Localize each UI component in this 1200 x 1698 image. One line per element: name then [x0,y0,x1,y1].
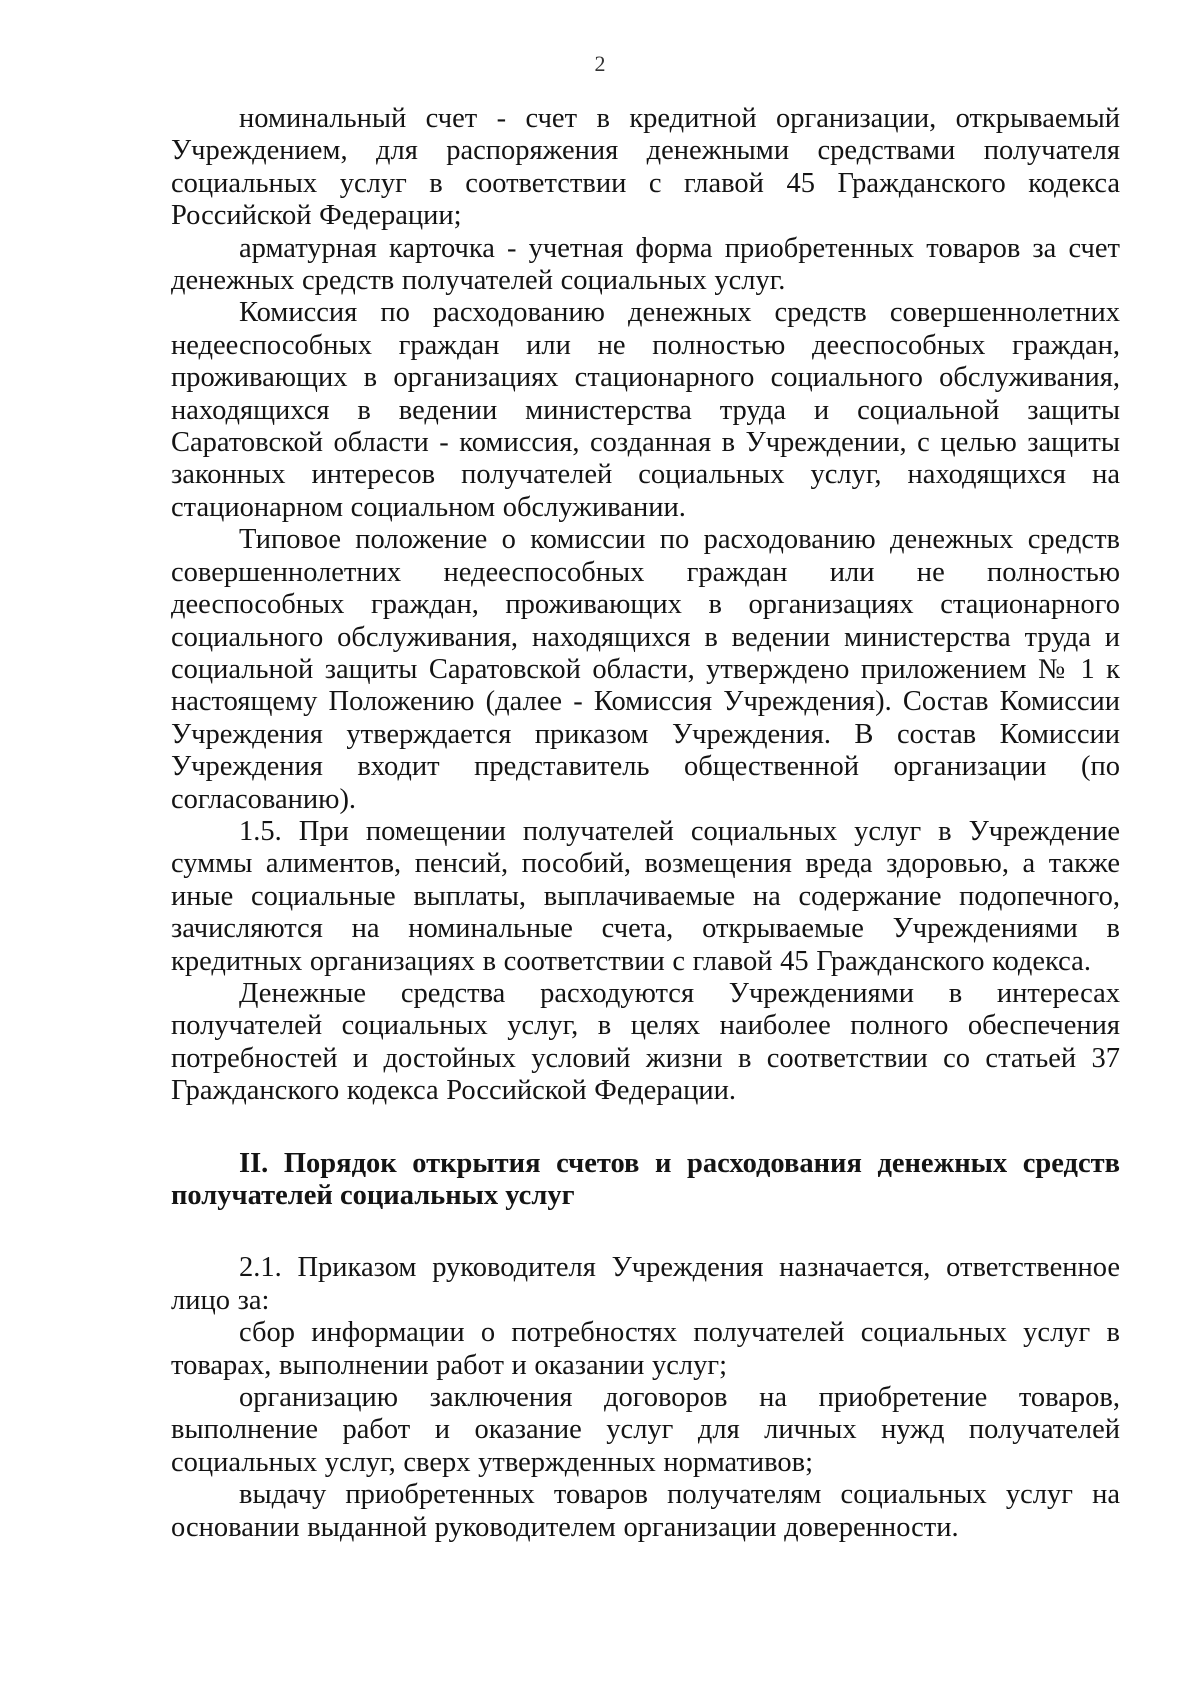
paragraph-goods-issuance: выдачу приобретенных товаров получателям социальных услуг на основании выданной руководителем организации доверенности. [171,1479,1120,1543]
paragraph-armature-card: арматурная карточка - учетная форма приобретенных товаров за счет денежных средств получателей социальных услуг. [171,232,1120,297]
paragraph-contracts-organization: организацию заключения договоров на приобретение товаров, выполнение работ и оказание услуг для личных нужд получателей социальных услуг, сверх утвержденных нормативов; [171,1382,1120,1478]
document-body [171,103,1120,1544]
paragraph-commission-definition: Комиссия по расходованию денежных средств совершеннолетних недееспособных граждан или не полностью дееспособных граждан, проживающих в организациях стационарного социального обслуживания, находящихся в ведении министерства труда и социальной защиты Саратовской области - комиссия, созданная в Учреждении, с целью защиты законных интересов получателей социальных услуг, находящихся на стационарном социальном обслуживании. [171,297,1120,523]
paragraph-info-collection: сбор информации о потребностях получателей социальных услуг в товарах, выполнении работ и оказании услуг; [171,1317,1120,1381]
paragraph-typical-regulation: Типовое положение о комиссии по расходованию денежных средств совершеннолетних недееспособных граждан или не полностью дееспособных граждан, проживающих в организациях стационарного социального обслуживания, находящихся в ведении министерства труда и социальной защиты Саратовской области, утверждено приложением № 1 к настоящему Положению (далее - Комиссия Учреждения). Состав Комиссии Учреждения утверждается приказом Учреждения. В состав Комиссии Учреждения входит представитель общественной организации (по согласованию). [171,524,1120,815]
paragraph-1-5: 1.5. При помещении получателей социальных услуг в Учреждение суммы алиментов, пенсий, пособий, возмещения вреда здоровью, а также иные социальные выплаты, выплачиваемые на содержание подопечного, зачисляются на номинальные счета, открываемые Учреждениями в кредитных организациях в соответствии с главой 45 Гражданского кодекса. [171,815,1120,977]
paragraph-nominal-account: номинальный счет - счет в кредитной организации, открываемый Учреждением, для распоряжения денежными средствами получателя социальных услуг в соответствии с главой 45 Гражданского кодекса Российской Федерации; [171,103,1120,232]
page-number: 2 [594,51,606,76]
paragraph-funds-spending: Денежные средства расходуются Учреждениями в интересах получателей социальных услуг, в целях наиболее полного обеспечения потребностей и достойных условий жизни в соответствии со статьей 37 Гражданского кодекса Российской Федерации. [171,977,1120,1107]
section-heading-2: II. Порядок открытия счетов и расходования денежных средств получателей социальных услуг [171,1147,1120,1211]
paragraph-2-1: 2.1. Приказом руководителя Учреждения назначается, ответственное лицо за: [171,1252,1120,1316]
